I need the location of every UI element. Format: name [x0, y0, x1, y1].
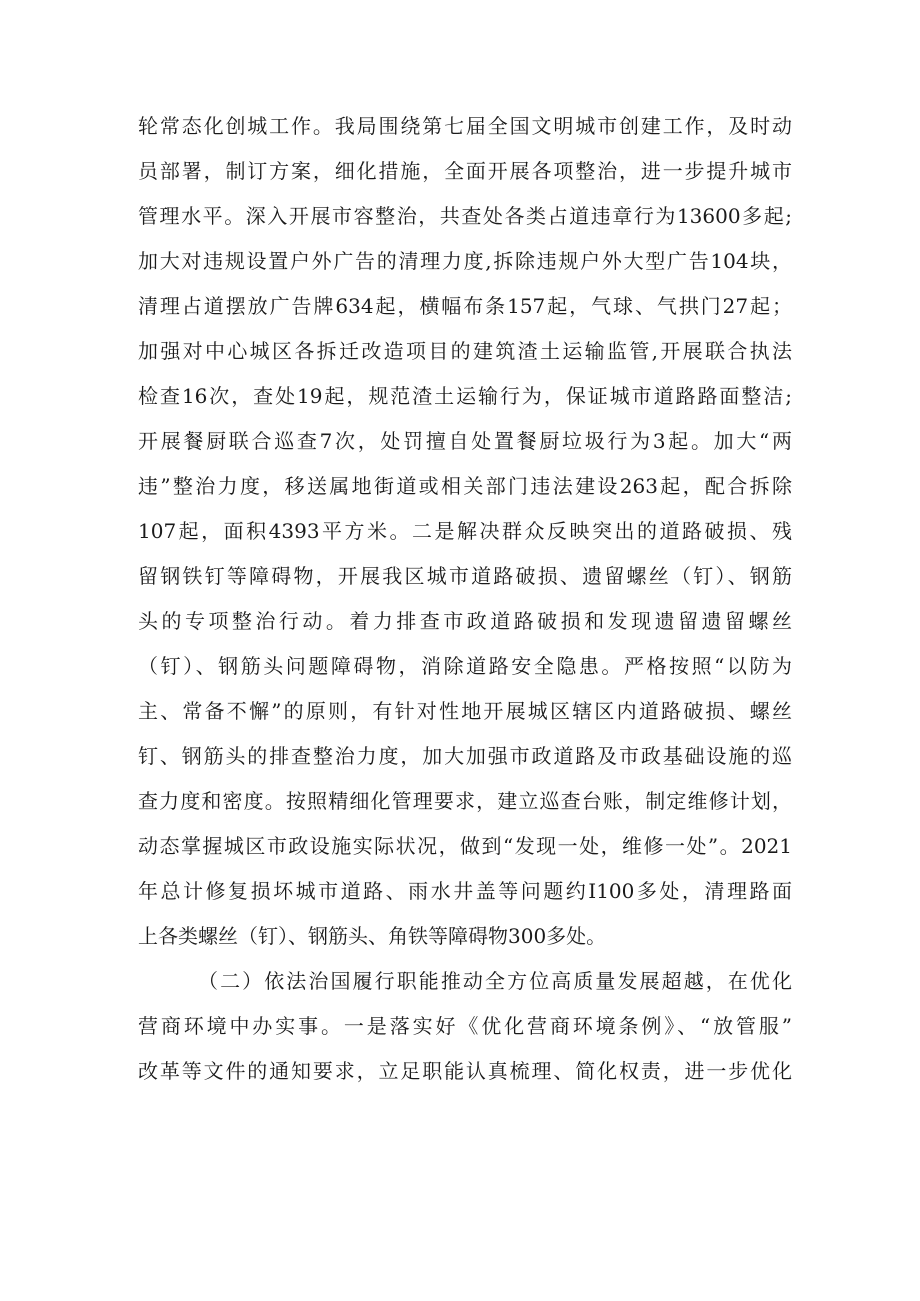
paragraph-line: 年总计修复损坏城市道路、雨水井盖等问题约I100多处，清理路面	[138, 879, 792, 903]
paragraph-line: 改革等文件的通知要求，立足职能认真梳理、简化权责，进一步优化	[138, 1059, 792, 1083]
paragraph-line: 查力度和密度。按照精细化管理要求，建立巡查台账，制定维修计划，	[138, 789, 792, 813]
paragraph-line: 清理占道摆放广告牌634起，横幅布条157起，气球、气拱门27起；	[138, 294, 792, 318]
paragraph-line: 检查16次，查处19起，规范渣土运输行为，保证城市道路路面整洁;	[138, 384, 792, 408]
paragraph-line: 营商环境中办实事。一是落实好《优化营商环境条例》、“放管服”	[138, 1014, 792, 1038]
paragraph-line: 加大对违规设置户外广告的清理力度,拆除违规户外大型广告104块，	[138, 249, 792, 273]
paragraph-line: （钉）、钢筋头问题障碍物，消除道路安全隐患。严格按照“以防为	[138, 654, 792, 678]
paragraph-line: 107起，面积4393平方米。二是解决群众反映突出的道路破损、残	[138, 519, 792, 543]
paragraph-line: 管理水平。深入开展市容整治，共查处各类占道违章行为13600多起;	[138, 204, 792, 228]
paragraph-line: 违”整治力度，移送属地街道或相关部门违法建设263起，配合拆除	[138, 474, 792, 498]
paragraph-line: 上各类螺丝（钉）、钢筋头、角铁等障碍物300多处。	[138, 924, 607, 948]
paragraph-line: 头的专项整治行动。着力排查市政道路破损和发现遗留遗留螺丝	[138, 609, 792, 633]
paragraph-line: 开展餐厨联合巡查7次，处罚擅自处置餐厨垃圾行为3起。加大“两	[138, 429, 792, 453]
paragraph-line: 轮常态化创城工作。我局围绕第七届全国文明城市创建工作，及时动	[138, 114, 792, 138]
paragraph-line: 动态掌握城区市政设施实际状况，做到“发现一处，维修一处”。2021	[138, 834, 792, 858]
paragraph-line: 加强对中心城区各拆迁改造项目的建筑渣土运输监管,开展联合执法	[138, 339, 792, 363]
paragraph-line: 主、常备不懈”的原则，有针对性地开展城区辖区内道路破损、螺丝	[138, 699, 792, 723]
paragraph-line: 留钢铁钉等障碍物，开展我区城市道路破损、遗留螺丝（钉）、钢筋	[138, 564, 792, 588]
paragraph-line: 钉、钢筋头的排查整治力度，加大加强市政道路及市政基础设施的巡	[138, 744, 792, 768]
paragraph-line: 员部署，制订方案，细化措施，全面开展各项整治，进一步提升城市	[138, 159, 792, 183]
section-heading-line: （二）依法治国履行职能推动全方位高质量发展超越，在优化	[198, 969, 792, 993]
